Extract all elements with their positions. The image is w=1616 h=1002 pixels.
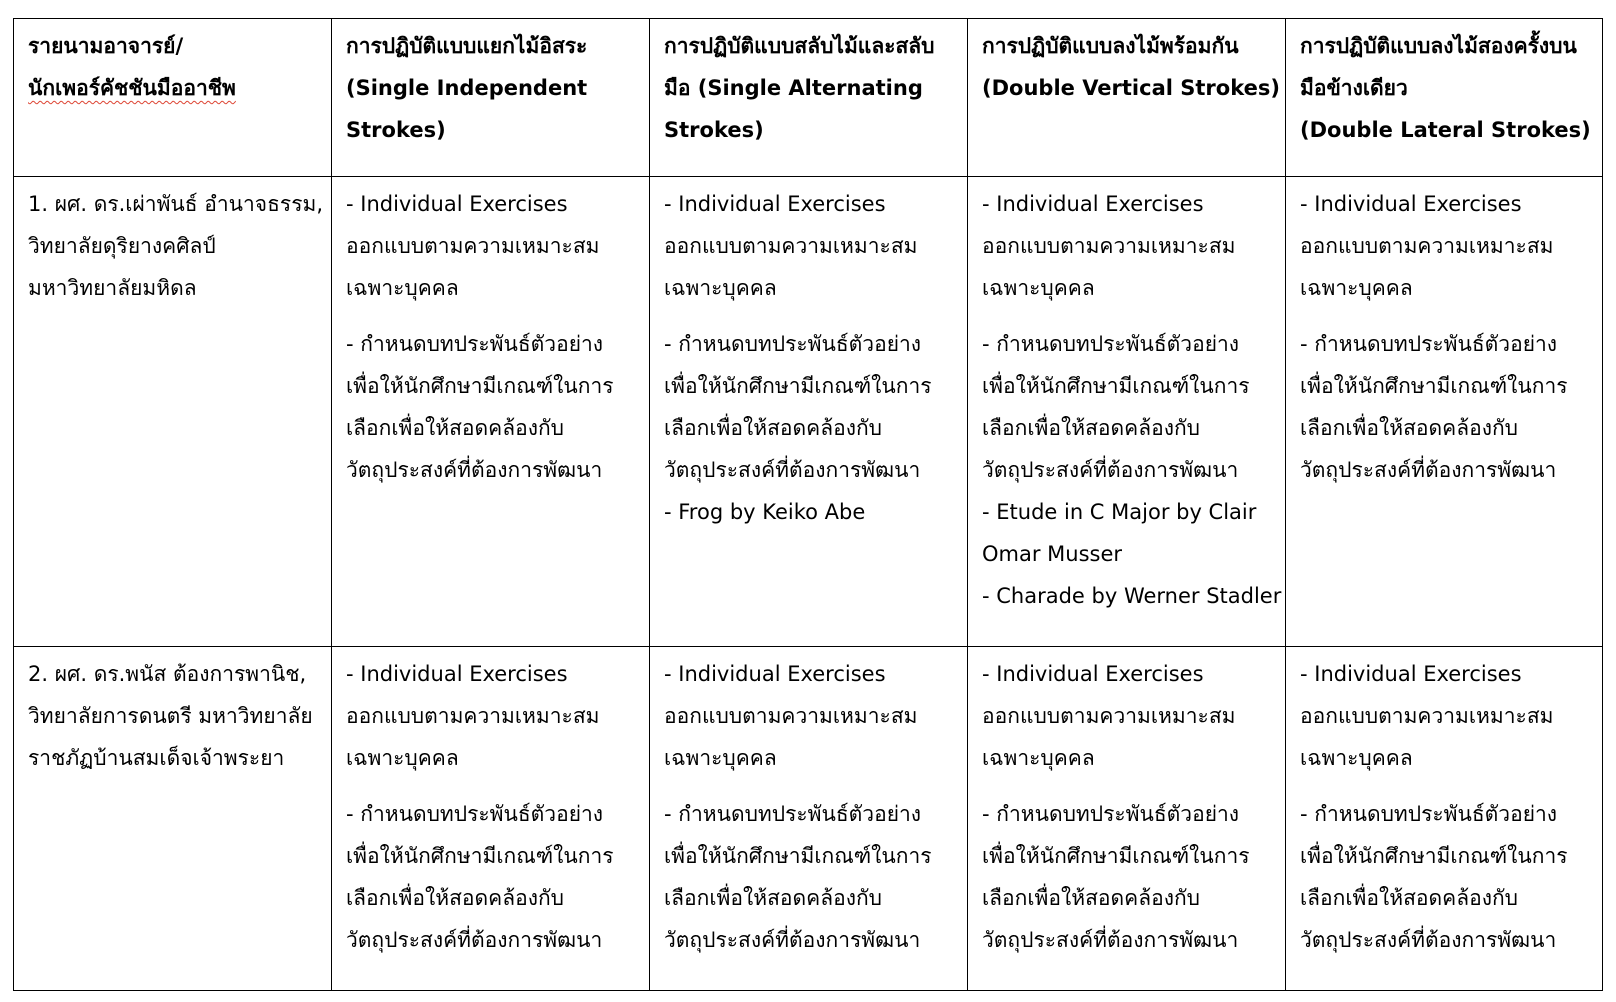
cell-text-line: เฉพาะบุคคล — [664, 746, 777, 770]
cell-text-line: วัตถุประสงค์ที่ต้องการพัฒนา — [664, 928, 921, 952]
cell-text-line: เพื่อให้นักศึกษามีเกณฑ์ในการ — [664, 844, 932, 868]
header-cell — [650, 19, 968, 177]
cell-text-line: วัตถุประสงค์ที่ต้องการพัฒนา — [346, 458, 603, 482]
cell-text-line: ออกแบบตามความเหมาะสม — [982, 234, 1236, 258]
method-cell — [968, 647, 1286, 991]
cell-text-line: - Individual Exercises — [982, 662, 1204, 686]
cell-text-line: วิทยาลัยดุริยางคศิลป์ — [28, 234, 216, 258]
instructor-cell — [14, 647, 332, 991]
cell-text-line: Omar Musser — [982, 542, 1123, 566]
header-line: (Double Lateral Strokes) — [1300, 118, 1591, 142]
table-row — [14, 647, 1603, 991]
cell-text-line: - Individual Exercises — [664, 192, 886, 216]
method-cell — [650, 647, 968, 991]
cell-text-line: ออกแบบตามความเหมาะสม — [346, 234, 600, 258]
cell-text-line: - กำหนดบทประพันธ์ตัวอย่าง — [1300, 802, 1558, 826]
cell-text-line: 2. ผศ. ดร.พนัส ต้องการพานิช, — [28, 662, 307, 686]
cell-text-line: - Charade by Werner Stadler — [982, 584, 1282, 608]
cell-text-line: เพื่อให้นักศึกษามีเกณฑ์ในการ — [1300, 374, 1568, 398]
cell-text-line: - กำหนดบทประพันธ์ตัวอย่าง — [982, 802, 1240, 826]
cell-text-line: วัตถุประสงค์ที่ต้องการพัฒนา — [346, 928, 603, 952]
cell-text-line: ออกแบบตามความเหมาะสม — [664, 704, 918, 728]
cell-text-line: เพื่อให้นักศึกษามีเกณฑ์ในการ — [346, 844, 614, 868]
header-line: Strokes) — [664, 118, 764, 142]
header-cell — [1286, 19, 1603, 177]
header-cell — [968, 19, 1286, 177]
cell-text-line: - กำหนดบทประพันธ์ตัวอย่าง — [346, 802, 604, 826]
cell-text-line: เพื่อให้นักศึกษามีเกณฑ์ในการ — [1300, 844, 1568, 868]
paragraph-gap — [982, 309, 1275, 323]
cell-text-line: - Etude in C Major by Clair — [982, 500, 1257, 524]
header-line: นักเพอร์คัชชันมืออาชีพ — [28, 76, 236, 100]
cell-text-line: เพื่อให้นักศึกษามีเกณฑ์ในการ — [664, 374, 932, 398]
cell-text-line: วัตถุประสงค์ที่ต้องการพัฒนา — [1300, 458, 1557, 482]
method-cell — [332, 647, 650, 991]
cell-text-line: เฉพาะบุคคล — [346, 746, 459, 770]
cell-text-line: ออกแบบตามความเหมาะสม — [1300, 234, 1554, 258]
cell-text-line: - Individual Exercises — [1300, 662, 1522, 686]
cell-text-line: - Individual Exercises — [346, 662, 568, 686]
cell-text-line: - กำหนดบทประพันธ์ตัวอย่าง — [1300, 332, 1558, 356]
paragraph-gap — [346, 779, 639, 793]
cell-text-line: ออกแบบตามความเหมาะสม — [346, 704, 600, 728]
cell-text-line: เพื่อให้นักศึกษามีเกณฑ์ในการ — [982, 844, 1250, 868]
method-cell — [968, 177, 1286, 647]
cell-text-line: ออกแบบตามความเหมาะสม — [982, 704, 1236, 728]
header-cell — [14, 19, 332, 177]
cell-text-line: เลือกเพื่อให้สอดคล้องกับ — [1300, 416, 1518, 440]
cell-text-line: - Individual Exercises — [1300, 192, 1522, 216]
method-cell — [1286, 177, 1603, 647]
cell-text-line: 1. ผศ. ดร.เผ่าพันธ์ อำนาจธรรม, — [28, 192, 324, 216]
cell-text-line: - กำหนดบทประพันธ์ตัวอย่าง — [664, 802, 922, 826]
cell-text-line: - Frog by Keiko Abe — [664, 500, 866, 524]
cell-text-line: เลือกเพื่อให้สอดคล้องกับ — [982, 416, 1200, 440]
cell-text-line: เลือกเพื่อให้สอดคล้องกับ — [346, 886, 564, 910]
cell-text-line: - Individual Exercises — [664, 662, 886, 686]
header-line: Strokes) — [346, 118, 446, 142]
cell-text-line: วิทยาลัยการดนตรี มหาวิทยาลัย — [28, 704, 313, 728]
cell-text-line: เฉพาะบุคคล — [982, 276, 1095, 300]
cell-text-line: เลือกเพื่อให้สอดคล้องกับ — [664, 416, 882, 440]
cell-text-line: เฉพาะบุคคล — [346, 276, 459, 300]
cell-text-line: วัตถุประสงค์ที่ต้องการพัฒนา — [982, 928, 1239, 952]
header-line: (Single Independent — [346, 76, 588, 100]
header-line: การปฏิบัติแบบลงไม้พร้อมกัน — [982, 34, 1239, 58]
paragraph-gap — [1300, 309, 1592, 323]
paragraph-gap — [664, 779, 957, 793]
paragraph-gap — [664, 309, 957, 323]
method-cell — [1286, 647, 1603, 991]
percussion-practice-table — [13, 18, 1603, 991]
paragraph-gap — [1300, 779, 1592, 793]
paragraph-gap — [346, 309, 639, 323]
header-line: รายนามอาจารย์/ — [28, 34, 184, 58]
cell-text-line: - Individual Exercises — [982, 192, 1204, 216]
cell-text-line: เพื่อให้นักศึกษามีเกณฑ์ในการ — [982, 374, 1250, 398]
cell-text-line: เฉพาะบุคคล — [982, 746, 1095, 770]
table-row — [14, 177, 1603, 647]
cell-text-line: ออกแบบตามความเหมาะสม — [1300, 704, 1554, 728]
cell-text-line: เฉพาะบุคคล — [664, 276, 777, 300]
paragraph-gap — [982, 779, 1275, 793]
header-line: การปฏิบัติแบบแยกไม้อิสระ — [346, 34, 588, 58]
cell-text-line: เลือกเพื่อให้สอดคล้องกับ — [346, 416, 564, 440]
header-line: มือ (Single Alternating — [664, 76, 923, 100]
cell-text-line: ราชภัฏบ้านสมเด็จเจ้าพระยา — [28, 746, 285, 770]
cell-text-line: - กำหนดบทประพันธ์ตัวอย่าง — [982, 332, 1240, 356]
cell-text-line: - กำหนดบทประพันธ์ตัวอย่าง — [346, 332, 604, 356]
method-cell — [650, 177, 968, 647]
header-line: การปฏิบัติแบบลงไม้สองครั้งบน — [1300, 34, 1577, 58]
cell-text-line: เลือกเพื่อให้สอดคล้องกับ — [664, 886, 882, 910]
header-line: (Double Vertical Strokes) — [982, 76, 1280, 100]
instructor-cell — [14, 177, 332, 647]
header-line: การปฏิบัติแบบสลับไม้และสลับ — [664, 34, 935, 58]
cell-text-line: เฉพาะบุคคล — [1300, 746, 1413, 770]
header-cell — [332, 19, 650, 177]
cell-text-line: เพื่อให้นักศึกษามีเกณฑ์ในการ — [346, 374, 614, 398]
header-row — [14, 19, 1603, 177]
cell-text-line: - Individual Exercises — [346, 192, 568, 216]
header-line: มือข้างเดียว — [1300, 76, 1408, 100]
cell-text-line: ออกแบบตามความเหมาะสม — [664, 234, 918, 258]
cell-text-line: เลือกเพื่อให้สอดคล้องกับ — [1300, 886, 1518, 910]
cell-text-line: - กำหนดบทประพันธ์ตัวอย่าง — [664, 332, 922, 356]
cell-text-line: วัตถุประสงค์ที่ต้องการพัฒนา — [664, 458, 921, 482]
method-cell — [332, 177, 650, 647]
cell-text-line: เลือกเพื่อให้สอดคล้องกับ — [982, 886, 1200, 910]
cell-text-line: เฉพาะบุคคล — [1300, 276, 1413, 300]
cell-text-line: วัตถุประสงค์ที่ต้องการพัฒนา — [982, 458, 1239, 482]
cell-text-line: มหาวิทยาลัยมหิดล — [28, 276, 197, 300]
cell-text-line: วัตถุประสงค์ที่ต้องการพัฒนา — [1300, 928, 1557, 952]
